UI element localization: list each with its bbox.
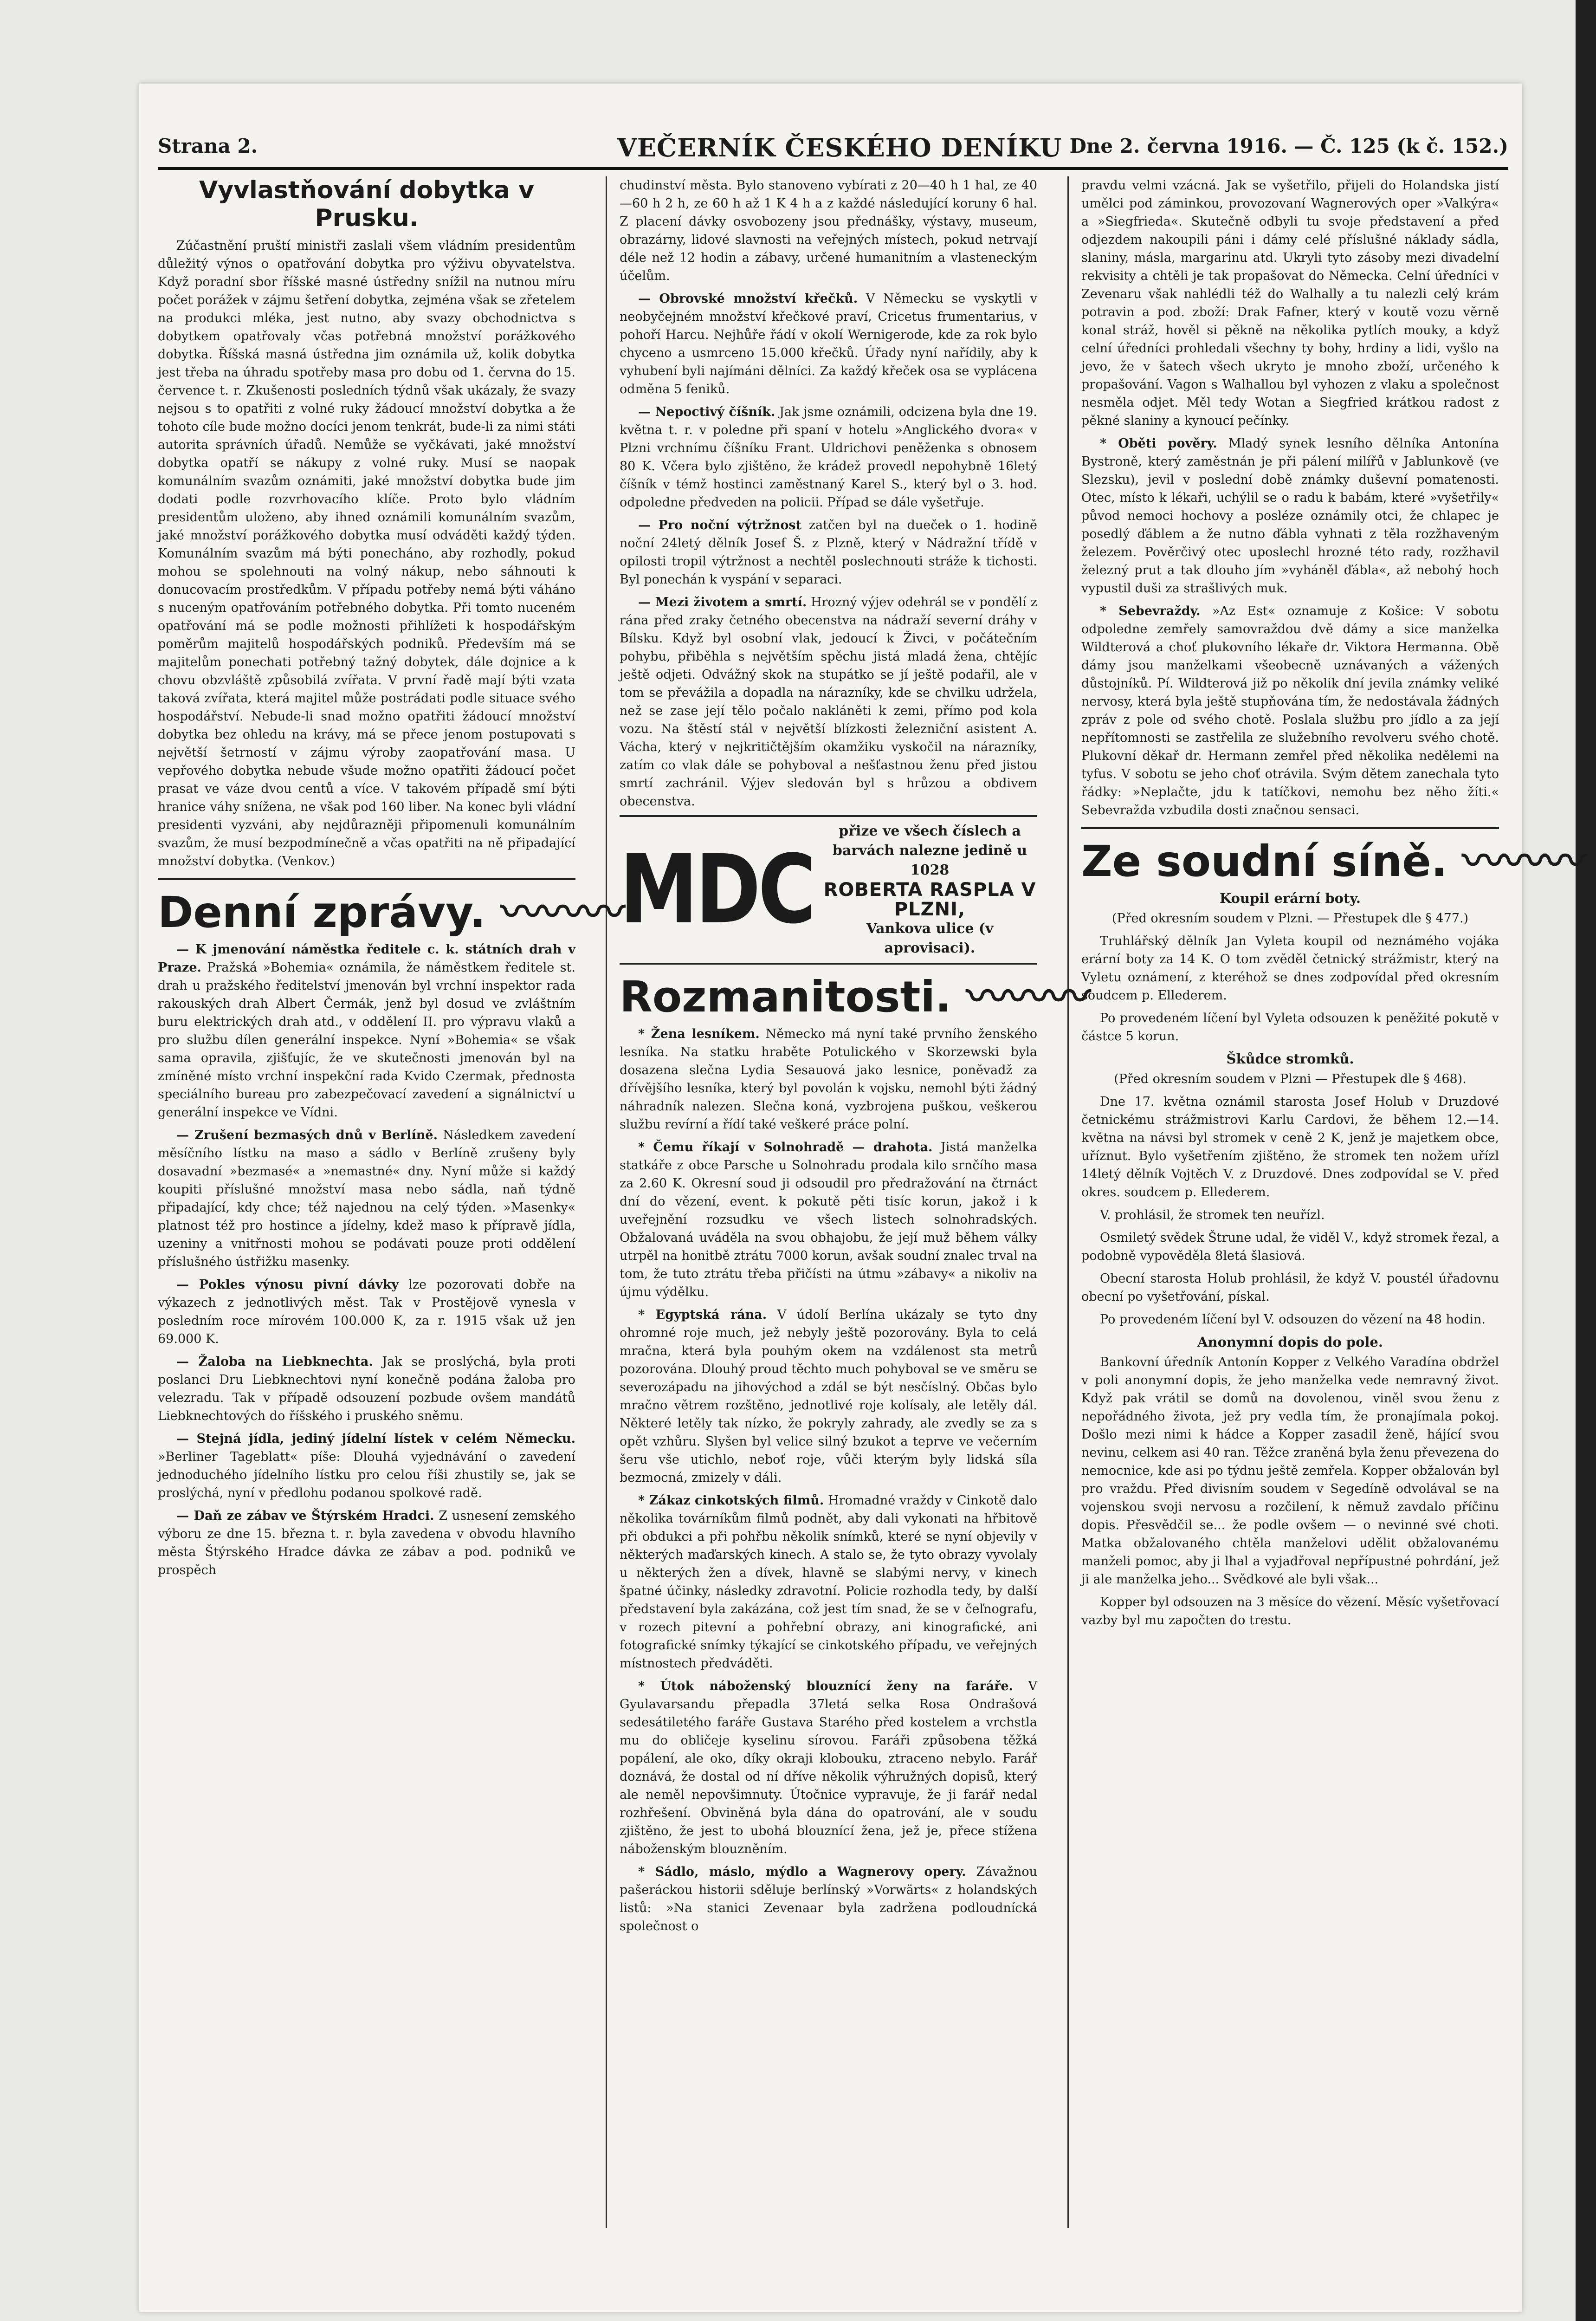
newspaper-page bbox=[139, 84, 1585, 2312]
news-headline: * Útok náboženský blouznící ženy na faráře. bbox=[638, 1679, 1013, 1693]
news-body: Hromadné vraždy v Cinkotě dalo několika továrníkům filmů podnět, aby dali vykonati na hřbitově při obdukci a při pohřbu několik snímků, které se nyní objevily v některých maďarských kinech. A stalo se, že tyto obrazy vyvolaly u některých žen a dívek, hlavně se slabými nervy, v kinech špatné účinky, následky zdravotní. Policie rozhodla tedy, by další představení byla zakázána, což jest tím snad, že se v čeľnografu, v rozech pitevní a pohřební obrazy, ani kinografické, ani fotografické snímky týkající se cinkotského případu, ve veřejných místnostech předváděti. bbox=[620, 1493, 1038, 1671]
column-2 bbox=[620, 176, 1089, 1940]
news-body: »Berliner Tageblatt« píše: Dlouhá vyjednávání o zavedení jednoduchého jídelního lístku pro celou říši zhustily se, jak se proslýchá, nyní v předlohu podanou spolkové radě. bbox=[158, 1450, 575, 1500]
news-headline: — K jmenování náměstka ředitele c. k. státních drah v Praze. bbox=[158, 942, 575, 975]
court-body: V. prohlásil, že stromek ten neuřízl. bbox=[1100, 1208, 1325, 1222]
court-case-title: Škůdce stromků. bbox=[1226, 1051, 1354, 1067]
news-body: Jak jsme oznámili, odcizena byla dne 19. května t. r. v poledne při spaní v hotelu »Anglického dvora« v Plzni vrchnímu číšníku Frant. Uldrichovi peněženka s obnosem 80 K. Včera bylo zjištěno, že krádež provedl nepohybně 16letý číšník v témž hostinci zaměstnaný Karel S., který byl o 3. hod. odpoledne předveden na policii. Případ se dále vyšetřuje. bbox=[620, 405, 1037, 510]
issue-date: Dne 2. června 1916. — Č. 125 (k č. 152.) bbox=[1069, 135, 1508, 157]
column-1 bbox=[158, 176, 623, 1584]
news-body: »Az Est« oznamuje z Košice: V sobotu odpoledne zemřely samovraždou dvě dámy a sice manželka Wildterová a choť plukovního lékaře dr. Viktora Hermanna. Obě dámy jsou manželkami všeobecně uznávaných a vážených důstojníků. Pí. Wildterová již po několik dní jevila známky veliké nervosy, která byla ještě stupňována tím, že nedostávala žádných zpráv z pole od svého chotě. Poslala službu pro jídlo a za její nepřítomnosti se zastřelila ze služebního revolveru svého chotě. Plukovní děkař dr. Hermann zemřel před několika nedělemi na tyfus. V sobotu se jeho choť otrávila. Svým dětem zanechala tyto řádky: »Neplačte, jdu k tatíčkovi, nemohu bez něho žíti.« Sebevražda vzbudila dosti značnou sensaci. bbox=[1081, 604, 1499, 817]
ad-text bbox=[822, 822, 1037, 958]
court-verdict: Kopper byl odsouzen na 3 měsíce do vězení. Měsíc vyšetřovací vazby byl mu započten do trestu. bbox=[1081, 1595, 1499, 1627]
section-title-ze-soudni-sine: Ze soudní síně. 〰〰〰 bbox=[1081, 836, 1585, 886]
news-headline: — Pro noční výtržnost bbox=[638, 518, 802, 532]
news-body: Z usnesení zemského výboru ze dne 15. března t. r. byla zavedena v obvodu hlavního města Štýrského Hradce dávka ze zábav a pod. podniků ve prospěch bbox=[158, 1509, 575, 1577]
scan-edge bbox=[1576, 0, 1596, 2321]
news-headline: — Mezi životem a smrtí. bbox=[638, 595, 807, 609]
news-body: Jistá manželka statkáře z obce Parsche u Solnohradu prodala kilo srnčího masa za 2.60 K. Okresní soud ji odsoudil pro předražování na čtrnáct dní do vězení, event. k pokutě pěti tisíc korun, jakož i k uveřejnění rozsudku ve všech listech solnohradských. Obžalovaná uváděla na svou obhajobu, že její muž během války utrpěl na honitbě ztrátu 7000 korun, avšak soudní znalec trval na tom, že tuto ztrátu třeba přičísti na útmu »zábavy« a nikoliv na újmu výdělku. bbox=[620, 1140, 1038, 1299]
court-verdict: Po provedeném líčení byl Vyleta odsouzen k peněžité pokutě v částce 5 korun. bbox=[1081, 1011, 1499, 1044]
masthead bbox=[158, 130, 1508, 167]
news-headline: * Sádlo, máslo, mýdlo a Wagnerovy opery. bbox=[638, 1865, 966, 1879]
news-headline: * Sebevraždy. bbox=[1100, 604, 1201, 618]
news-body: Jak se proslýchá, byla proti poslanci Dru Liebknechtovi nyní konečně podána žaloba pro velezradu. Tak v případě odsouzení pozbude ovšem mandátů Liebknechtových do říšského i pruského sněmu. bbox=[158, 1355, 575, 1423]
court-case-title: Koupil erární boty. bbox=[1219, 890, 1361, 906]
article-continuation: chudinství města. Bylo stanoveno vybírati z 20—40 h 1 hal, ze 40—60 h 2 h, ze 60 h až 1 K 4 h a z každé následující koruny 6 hal. Z placení dávky osvobozeny jsou přednášky, výstavy, museum, obrazárny, lidové slavnosti na veřejných místech, pokud netrvají déle než 12 hodin a zábavy, určené humanitním a vlasteneckým účelům. bbox=[620, 178, 1037, 283]
column-divider bbox=[606, 176, 607, 2228]
news-body: V Německu se vyskytli v neobyčejném množství křečkové praví, Cricetus frumentarius, v pohoří Harcu. Nejhůře řádí v okolí Wernigerode, kde za rok bylo chyceno a usmrceno 15.000 křečků. Úřady nyní nařídily, aby k vyhubení byli najímáni dělníci. Za každý křeček osa se vyplácena odměna 5 feniků. bbox=[620, 292, 1037, 396]
court-body: Bankovní úředník Antonín Kopper z Velkého Varadína obdržel v poli anonymní dopis, že jeho manželka vede nemravný život. Když pak vrátil se domů na dovolenou, viněl svou ženu z nepořádného života, jež pry vedla tím, že pronajímala pokoj. Došlo mezi nimi k hádce a Kopper zasadil ženě, hájící svou nevinu, celkem asi 40 ran. Těžce zraněná byla ženu převezena do nemocnice, kde asi po týdnu ještě zemřela. Kopper obžalován byl pro vraždu. Před divisním soudem v Segedíně odvolával se na vojenskou svoji nervosu a rozčilení, k němuž zavdalo příčinu dopis. Přesvědčil se... že podle ovšem — o nevinné své choti. Matka obžalovaného chtěla manželovi udělit obžalovanému manželi pomoc, aby ji lhal a vyjadřoval nepřípustné pohrdání, jež ji ale manželka jeho... Svědkové ale byli však... bbox=[1081, 1355, 1499, 1587]
court-body: Dne 17. května oznámil starosta Josef Holub v Druzdové četnickému strážmistrovi Karlu Cardovi, že během 12.—14. května na návsi byl stromek v ceně 2 K, jenž je majetkem obce, uříznut. Bylo vyšetřením zjištěno, že stromek ten nožem uřízl 14letý dělník Vojtěch V. z Druzdové. Dnes zodpovídal se V. před okres. soudcem p. Ellederem. bbox=[1081, 1095, 1499, 1199]
news-body: zatčen byl na dueček o 1. hodině noční 24letý dělník Josef Š. z Plzně, který v Nádražní třídě v opilosti tropil výtržnost a nechtěl poslechnouti stráže k tichosti. Byl ponechán k vyspání v separaci. bbox=[620, 518, 1037, 587]
news-body: V údolí Berlína ukázaly se tyto dny ohromné roje much, jež nebyly ještě pozorovány. Byla to celá mračna, která byla pouhým okem na vzdálenost sta metrů pozorována. Dlouhý proud těchto much pohyboval se ve směru se severozápadu na jihovýchod a zdál se být nesčíslný. Občas bylo mračno větrem rozštěno, jednotlivé roje kolísaly, ale letěly dál. Některé letěly tak nízko, že pokryly zahrady, ale zvedly se za s opět vzhůru. Slyšen byl velice silný bzukot a teprve ve večerním šeru vše utichlo, neboť roje, vůči kterým byly lidská síla bezmocná, zmizely v dáli. bbox=[620, 1308, 1037, 1485]
header-rule bbox=[158, 167, 1508, 170]
news-headline: — Obrovské množství křečků. bbox=[638, 292, 858, 306]
article-body: Zúčastnění pruští ministři zaslali všem vládním presidentům důležitý výnos o opatřování dobytka pro výživu obyvatelstva. Když poradní sbor říšské masné ústředny snížil na nutnou míru počet porážek v zájmu šetření dobytka, zejména však se zřetelem na produkci mléka, jest nutno, aby svazy obchodnictva s dobytkem opatřovaly včas potřebná množství porážkového dobytka. Říšská masná ústředna jim oznámila už, kolik dobytka jest třeba na úhradu spotřeby masa pro dobu od 1. června do 15. července t. r. Zkušenosti posledních týdnů však ukázaly, že svazy nejsou s to opatřiti z volné ruky žádoucí množství dobytka a že tohoto cíle bude možno docíci jenom tenkrát, bude-li za nimi státi autorita správních úřadů. Nemůže se vyčkávati, jaké množství dobytka opatří se nákupy z volné ruky. Musí se naopak komunálním svazům oznámiti, jaké množství dobytka bude jim dodati podle rozvrhovacího klíče. Proto bylo vládním presidentům uloženo, aby ihned oznámili komunálním svazům, jaké množství porážkového dobytka musí odváděti každý týden. Komunálním svazům má býti ponecháno, aby rozhodly, pokud mohou se spolehnouti na volný nákup, nebo sáhnouti k donucovacím prostředkům. V případu potřeby nemá býti váháno s nuceným opatřováním potřebného dobytka. Při tomto nuceném opatřování má se podle možnosti přihlížeti k hospodářským poměrům majitelů hospodářských podniků. Především má se majitelům ponechati potřebný tažný dobytek, dále dojnice a k chovu obzvláště způsobilá zvířata. V první řadě mají býti vzata taková zvířata, která majitel může postrádati podle situace svého hospodářství. Nebude-li snad možno opatřiti žádoucí množství dobytka bez ohledu na krávy, má se přece jenom postupovati s největší šetrností v zájmu výroby zaopatřování masa. U vepřového dobytka nebude všude možno opatřiti žádoucí počet prasat ve váze dvou centů a více. V takovém případě smí býti hranice váhy snížena, ne však pod 160 liber. Na konec byli vládní presidenti vyzváni, aby nejdůrazněji připomenuli komunálním svazům, že musí bezpodmínečně a včas opatřiti na ně připadající množství dobytka. (Venkov.) bbox=[158, 239, 575, 869]
news-body: Německo má nyní také prvního ženského lesníka. Na statku hraběte Potulického v Skorzewski byla dosazena slečna Lydia Sesauová jako lesnice, poněvadž za dřívějšího lesníka, který byl povolán k vojsku, nemohl býti žádný náhradník nalezen. Slečna koná, vyzbrojena puškou, veškerou službu revírní a řídí také veškeré práce polní. bbox=[620, 1027, 1037, 1132]
newspaper-title: VEČERNÍK ČESKÉHO DENÍKU bbox=[617, 133, 1062, 162]
news-body: Mladý synek lesního dělníka Antonína Bystroně, který zaměstnán je při pálení milířů v Jablunkově (ve Slezsku), jevil v poslední době známky duševní pomatenosti. Otec, místo k lékaři, uchýlil se o radu k babám, které »vyšetřily« původ nemoci hochovy a posléze oznámily otci, že chlapec je posedlý ďáblem a že nutno ďábla vyhnati z těla rozžhaveným železem. Pověrčivý otec uposlechl hrozné této rady, rozžhavil železný prut a tak dlouho jím »vyháněl ďábla«, až nebohý hoch vypustil duši za strašlivých muk. bbox=[1081, 436, 1499, 596]
news-body: V Gyulavarsandu přepadla 37letá selka Rosa Ondrašová sedesátiletého faráře Gustava Starého před kostelem a vrchstla mu do obličeje kyselinu sírovou. Faráři způsobena těžká popálení, ale oko, díky okraji klobouku, ztraceno nebylo. Farář doznává, že dostal od ní dříve několik výhružných dopisů, který ale neměl nepovšimnuty. Útočnice vypravuje, že ji farář nedal rozhřešení. Obviněná byla dána do opatrování, ale v soudu zjištěno, že jest to ubohá blouznící žena, jež je, přece stížena náboženským blouzněním. bbox=[620, 1679, 1037, 1856]
news-body: Následkem zavedení měsíčního lístku na maso a sádlo v Berlíně zrušeny byly dosavadní »bezmasé« a »nemastné« dny. Nyní může si každý koupiti příslušné množství masa nebo sádla, naň týdně připadající, kdy chce; též najednou na celý týden. »Masenky« platnost též pro hostince a jídelny, kdež maso k přípravě jídla, uzeniny a vnitřnosti mohou se podávati pouze proti oddělení příslušného ústřižku masenky. bbox=[158, 1128, 575, 1269]
news-headline: * Egyptská rána. bbox=[638, 1308, 767, 1322]
section-rule bbox=[1081, 827, 1499, 829]
section-title-rozmanitosti: Rozmanitosti. 〰〰〰 bbox=[620, 972, 1089, 1022]
news-headline: — Stejná jídla, jediný jídelní lístek v celém Německu. bbox=[176, 1432, 575, 1446]
court-body: Osmiletý svědek Štrune udal, že viděl V., když stromek řezal, a podobně vypověděla 8letá šlasiová. bbox=[1081, 1231, 1499, 1263]
page-number: Strana 2. bbox=[158, 135, 258, 157]
news-body: lze pozorovati dobře na výkazech z jednotlivých měst. Tak v Prostějově vynesla v posledním roce mírovém 100.000 K, za r. 1915 však už jen 69.000 K. bbox=[158, 1277, 575, 1346]
news-headline: — Žaloba na Liebknechta. bbox=[176, 1355, 373, 1369]
ad-company: ROBERTA RASPLA V PLZNI, bbox=[823, 879, 1036, 920]
ad-line: přize ve všech číslech a barvách nalezne jedině u 1028 bbox=[832, 823, 1027, 878]
news-headline: * Čemu říkají v Solnohradě — drahota. bbox=[638, 1140, 933, 1154]
column-divider bbox=[1067, 176, 1069, 2228]
news-headline: — Daň ze zábav ve Štýrském Hradci. bbox=[176, 1509, 434, 1523]
court-body: Truhlářský dělník Jan Vyleta koupil od neznámého vojáka erární boty za 14 K. O tom zvěděl četnický strážmistr, který na Vyletu oznámení, z kteréhož se dnes zodpovídal před okresním soudcem p. Ellederem. bbox=[1081, 934, 1499, 1003]
news-headline: * Oběti pověry. bbox=[1100, 436, 1217, 451]
column-3 bbox=[1081, 176, 1585, 1634]
news-body: Závažnou pašeráckou historii sděluje berlínský »Vorwärts« z holandských listů: »Na stanici Zevenaar byla zadržena podloudnícká společnost o bbox=[620, 1865, 1037, 1933]
court-note: (Před okresním soudem v Plzni. — Přestupek dle § 477.) bbox=[1111, 911, 1469, 926]
court-case-title: Anonymní dopis do pole. bbox=[1197, 1334, 1383, 1350]
ad-logo: MDC bbox=[620, 835, 814, 945]
news-headline: * Zákaz cinkotských filmů. bbox=[638, 1493, 824, 1508]
section-rule bbox=[158, 878, 575, 880]
court-note: (Před okresním soudem v Plzni — Přestupek dle § 468). bbox=[1114, 1072, 1467, 1086]
section-title-denni-zpravy: Denní zprávy. 〰〰〰 bbox=[158, 888, 623, 937]
article-headline: Vyvlastňování dobytka v Prusku. bbox=[199, 176, 535, 232]
advertisement bbox=[620, 815, 1037, 965]
news-headline: — Nepoctivý číšník. bbox=[638, 405, 775, 419]
ad-line: Vankova ulice (v aprovisaci). bbox=[866, 921, 994, 956]
news-headline: — Zrušení bezmasých dnů v Berlíně. bbox=[176, 1128, 438, 1142]
court-body: Obecní starosta Holub prohlásil, že když V. poustél úřadovnu obecní po vyšetřování, pískal. bbox=[1081, 1271, 1499, 1304]
news-headline: * Žena lesníkem. bbox=[638, 1027, 760, 1041]
news-body: Hrozný výjev odehrál se v pondělí z rána před zraky četného obecenstva na nádraží severní dráhy v Bílsku. Když byl osobní vlak, jedoucí k Živci, v počátečním pohybu, přiběhla s největším spěchu jistá mladá žena, chtějíc ještě odjeti. Odvážný skok na stupátko se jí ještě podařil, ale v tom se převážila a dopadla na nárazníky, kde se chvilku udržela, než se zase její tělo počalo nakláněti k zemi, přímo pod kola vozu. Na štěstí stál v největší blízkosti železniční asistent A. Vácha, který v nejkritičtějším okamžiku vyskočil na nárazníky, zatím co vlak dále se pohyboval a nešťastnou ženu před jistou smrtí zachránil. Výjev sledován byl s hrůzou a obdivem obecenstva. bbox=[620, 595, 1037, 809]
news-headline: — Pokles výnosu pivní dávky bbox=[176, 1277, 399, 1292]
court-verdict: Po provedeném líčení byl V. odsouzen do vězení na 48 hodin. bbox=[1100, 1312, 1486, 1327]
news-body: Pražská »Bohemia« oznámila, že náměstkem ředitele st. drah u pražského ředitelství jmenován byl vrchní inspektor rada rakouských drah Albert Čermák, jenž byl dosud ve zvláštním buru elektrických drah atd., v oddělení II. pro výpravu vlaků a pro službu dílen generální inspekce. Nyní »Bohemia« se však sama opravila, zjišťujíc, že ve skutečnosti jmenován byl na zmíněné místo vrchní inspekční rada Kvido Czermak, přednosta speciálního bureau pro zabezpečovací zavedení a signálnictví u generální inspekce ve Vídni. bbox=[158, 960, 575, 1120]
article-continuation: pravdu velmi vzácná. Jak se vyšetřilo, přijeli do Holandska jistí umělci pod záminkou, provozovaní Wagnerových oper »Valkýra« a »Siegfrieda«. Skutečně odbyli tu svoje představení a před odjezdem nakoupili páni i dámy celé příslušné náklady sádla, slaniny, másla, margarinu atd. Ukryli tyto zásoby mezi divadelní rekvisity a chtěli je tak propašovat do Německa. Celní úředníci v Zevenaru však nahlédli též do Walhally a tu nalezli celý krám potravin a pod. zboží: Drak Fafner, který v koutě vozu věrně konal stráž, hověl si pěkně na několika pytlích mouky, a když celní úředníci prohledali všechny ty bohy, hrdiny a lidi, vyšlo na jevo, že v šatech všech ukryto je mnoho zboží, určeného k propašování. Vagon s Walhallou byl vyhozen z vlaku a společnost nesměla odjet. Měl tedy Wotan a Siegfried krátkou radost z pěkné slaniny a kynoucí pečínky. bbox=[1081, 178, 1499, 428]
